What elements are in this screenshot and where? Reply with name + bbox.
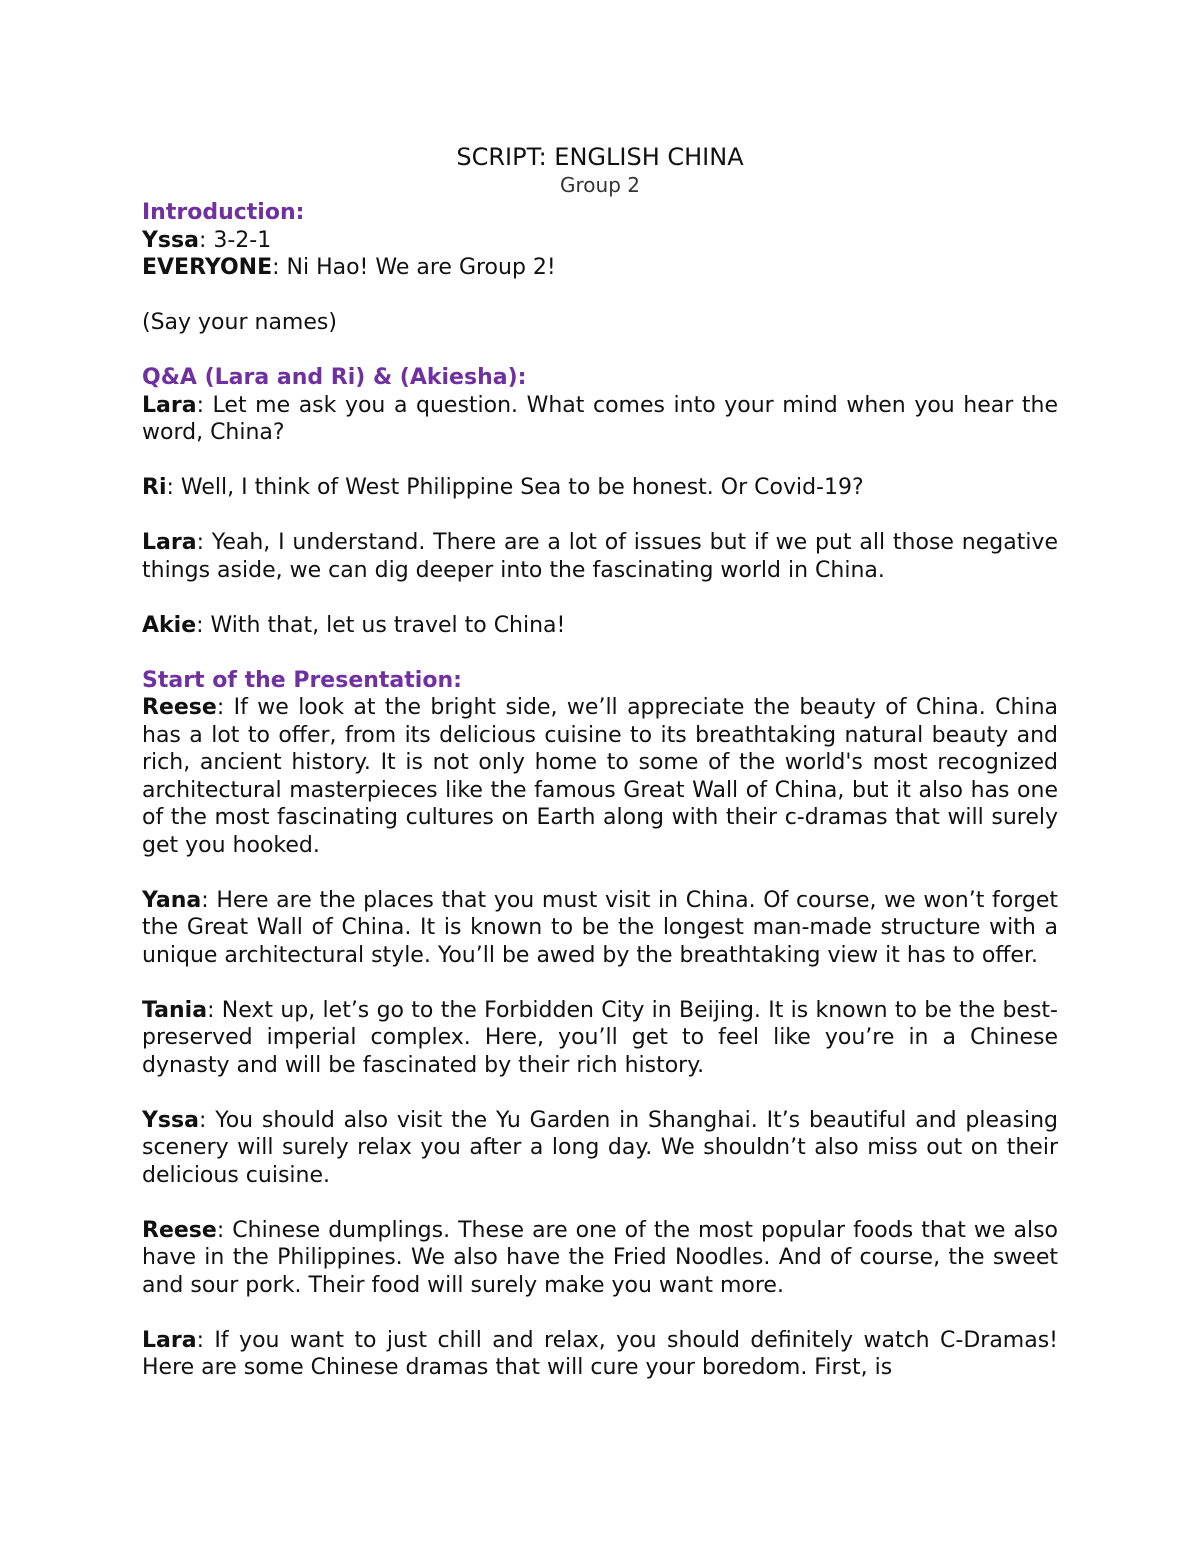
dialogue-text: : Next up, let’s go to the Forbidden City in Beijing. It is known to be the best-preserved imperial complex. Here, you’ll get to feel like you’re in a Chinese dynasty and will be fascinated by their rich history. — [142, 997, 1058, 1078]
speaker-name: Lara — [142, 530, 197, 555]
dialogue-text: : You should also visit the Yu Garden in Shanghai. It’s beautiful and pleasing scenery will surely relax you after a long day. We shouldn’t also miss out on their delicious cuisine. — [142, 1107, 1058, 1188]
dialogue-line — [142, 529, 1058, 584]
dialogue-text: : If we look at the bright side, we’ll appreciate the beauty of China. China has a lot to offer, from its delicious cuisine to its breathtaking natural beauty and rich, ancient history. It is not only home to some of the world's most recognized architectural masterpieces like the famous Great Wall of China, but it also has one of the most fascinating cultures on Earth along with their c-dramas that will surely get you hooked. — [142, 695, 1058, 858]
document-subtitle: Group 2 — [560, 173, 640, 197]
dialogue-text: : If you want to just chill and relax, you should definitely watch C-Dramas! Here are some Chinese dramas that will cure your boredom. First, is — [142, 1327, 1058, 1380]
dialogue-line — [142, 474, 1058, 502]
section-heading-qa: Q&A (Lara and Ri) & (Akiesha): — [142, 365, 527, 390]
dialogue-line — [142, 392, 1058, 447]
dialogue-line — [142, 887, 1058, 970]
section-heading-presentation: Start of the Presentation: — [142, 667, 462, 693]
speaker-name: Yana — [142, 887, 202, 913]
speaker-name: Ri — [142, 475, 167, 500]
speaker-name: Lara — [142, 1327, 197, 1353]
dialogue-text: : Well, I think of West Philippine Sea to be honest. Or Covid-19? — [166, 475, 864, 500]
dialogue-text: : Let me ask you a question. What comes into your mind when you hear the word, China? — [142, 392, 1058, 445]
dialogue-line — [142, 1217, 1058, 1300]
dialogue-text: : Ni Hao! We are Group 2! — [272, 255, 556, 280]
speaker-name: Yssa — [142, 227, 199, 253]
dialogue-line — [142, 227, 1058, 255]
dialogue-text: : Chinese dumplings. These are one of the most popular foods that we also have in the Philippines. We also have the Fried Noodles. And of course, the sweet and sour pork. Their food will surely make you want more. — [142, 1217, 1058, 1298]
dialogue-line — [142, 254, 1058, 282]
document-page — [142, 142, 1058, 1382]
speaker-name: Reese — [142, 1217, 217, 1243]
document-title: SCRIPT: ENGLISH CHINA — [456, 143, 744, 171]
stage-note: (Say your names) — [142, 310, 337, 335]
speaker-name: Lara — [142, 392, 197, 418]
speaker-name: Reese — [142, 695, 217, 720]
speaker-name: Tania — [142, 997, 208, 1023]
dialogue-line — [142, 612, 1058, 640]
dialogue-line — [142, 694, 1058, 859]
dialogue-text: : Here are the places that you must visit in China. Of course, we won’t forget the Great Wall of China. It is known to be the longest man-made structure with a unique architectural style. You’ll be awed by the breathtaking view it has to offer. — [142, 887, 1058, 968]
speaker-name: Yssa — [142, 1107, 199, 1133]
dialogue-text: : Yeah, I understand. There are a lot of issues but if we put all those negative things aside, we can dig deeper into the fascinating world in China. — [142, 530, 1058, 583]
dialogue-line — [142, 1327, 1058, 1382]
dialogue-line — [142, 997, 1058, 1080]
dialogue-text: : With that, let us travel to China! — [196, 612, 566, 638]
speaker-name: Akie — [142, 612, 197, 638]
section-heading-introduction: Introduction: — [142, 200, 305, 225]
dialogue-text: : 3-2-1 — [198, 227, 272, 253]
dialogue-line — [142, 1107, 1058, 1190]
speaker-name: EVERYONE — [142, 255, 273, 280]
